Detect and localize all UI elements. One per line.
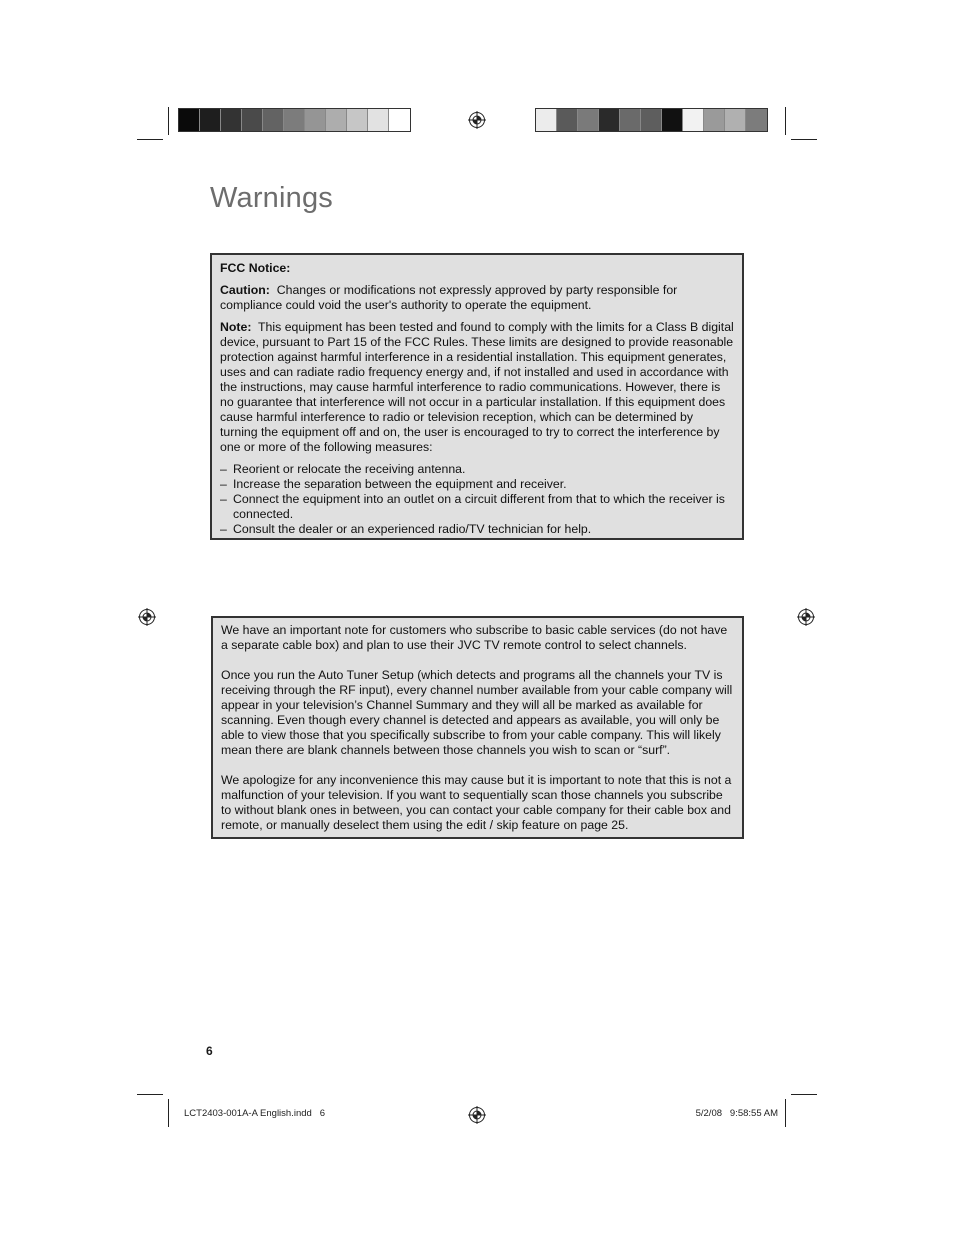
- crop-mark-bottom-right-v: [785, 1099, 786, 1127]
- registration-mark-icon: [138, 608, 156, 626]
- page-title: Warnings: [210, 182, 334, 214]
- note-label: Note:: [220, 320, 252, 334]
- crop-mark-top-left-h: [137, 139, 163, 140]
- color-swatch: [368, 109, 389, 131]
- crop-mark-top-left-v: [168, 107, 169, 135]
- slug-datetime: 5/2/08 9:58:55 AM: [695, 1108, 778, 1119]
- crop-mark-bottom-left-v: [168, 1099, 169, 1127]
- caution-paragraph: [220, 283, 734, 313]
- slug-file-name: LCT2403-001A-A English.indd 6: [184, 1108, 326, 1119]
- registration-mark-icon: [468, 1106, 486, 1124]
- note-text: This equipment has been tested and found to comply with the limits for a Class B digital device, pursuant to Part 15 of the FCC Rules. These limits are designed to provide reasonable protection against harmful interference in a residential installation. This equipment generates, uses and can radiate radio frequency energy and, if not installed and used in accordance with the instructions, may cause harmful interference to radio communications. However, there is no guarantee that interference will not occur in a particular installation. If this equipment does cause harmful interference to radio or television reception, which can be determined by turning the equipment off and on, the user is encouraged to try to correct the interference by one or more of the following measures:: [220, 320, 734, 454]
- color-swatch: [578, 109, 599, 131]
- color-swatch: [305, 109, 326, 131]
- color-swatch: [599, 109, 620, 131]
- color-swatch: [536, 109, 557, 131]
- color-swatch: [725, 109, 746, 131]
- color-swatch: [242, 109, 263, 131]
- note-paragraph: [220, 320, 734, 455]
- right-color-bar: [535, 108, 768, 132]
- cable-note-paragraph: We apologize for any inconvenience this may cause but it is important to note that this is not a malfunction of your television. If you want to sequentially scan those channels you subscribe to without blank ones in between, you can contact your cable company for their cable box and remote, or manually deselect them using the edit / skip feature on page 25.: [221, 773, 732, 832]
- color-swatch: [221, 109, 242, 131]
- color-swatch: [326, 109, 347, 131]
- cable-note-box: [211, 616, 744, 839]
- color-swatch: [704, 109, 725, 131]
- list-item: – Consult the dealer or an experienced radio/TV technician for help.: [220, 522, 734, 537]
- caution-text: Changes or modifications not expressly approved by party responsible for compliance could void the user's authority to operate the equipment.: [220, 283, 678, 312]
- list-item: – Increase the separation between the equipment and receiver.: [220, 477, 734, 492]
- color-swatch: [557, 109, 578, 131]
- cable-note-paragraph: Once you run the Auto Tuner Setup (which detects and programs all the channels your TV is receiving through the RF input), every channel number available from your cable company will appear in your television’s Channel Summary and they will all be marked as available for scanning. Even though every channel is detected and appears as available, you will only be able to view those that you specifically subscribe to from your cable company. This will likely mean there are blank channels between those channels you wish to scan or “surf”.: [221, 668, 733, 757]
- registration-mark-icon: [468, 111, 486, 129]
- color-swatch: [347, 109, 368, 131]
- color-swatch: [746, 109, 767, 131]
- fcc-notice-box: [210, 253, 744, 540]
- registration-mark-icon: [797, 608, 815, 626]
- color-swatch: [389, 109, 410, 131]
- measures-list: [220, 462, 734, 537]
- crop-mark-top-right-v: [785, 107, 786, 135]
- color-swatch: [263, 109, 284, 131]
- list-item: – Connect the equipment into an outlet on a circuit different from that to which the receiver is connected.: [220, 492, 734, 522]
- color-swatch: [620, 109, 641, 131]
- color-swatch: [200, 109, 221, 131]
- caution-label: Caution:: [220, 283, 270, 297]
- left-color-bar: [178, 108, 411, 132]
- color-swatch: [179, 109, 200, 131]
- page-number: 6: [206, 1044, 213, 1058]
- crop-mark-bottom-left-h: [137, 1094, 163, 1095]
- color-swatch: [641, 109, 662, 131]
- color-swatch: [284, 109, 305, 131]
- fcc-notice-heading: FCC Notice:: [220, 261, 291, 275]
- color-swatch: [683, 109, 704, 131]
- crop-mark-top-right-h: [791, 139, 817, 140]
- list-item: – Reorient or relocate the receiving antenna.: [220, 462, 734, 477]
- color-swatch: [662, 109, 683, 131]
- crop-mark-bottom-right-h: [791, 1094, 817, 1095]
- cable-note-paragraph: We have an important note for customers who subscribe to basic cable services (do not have a separate cable box) and plan to use their JVC TV remote control to select channels.: [221, 623, 728, 652]
